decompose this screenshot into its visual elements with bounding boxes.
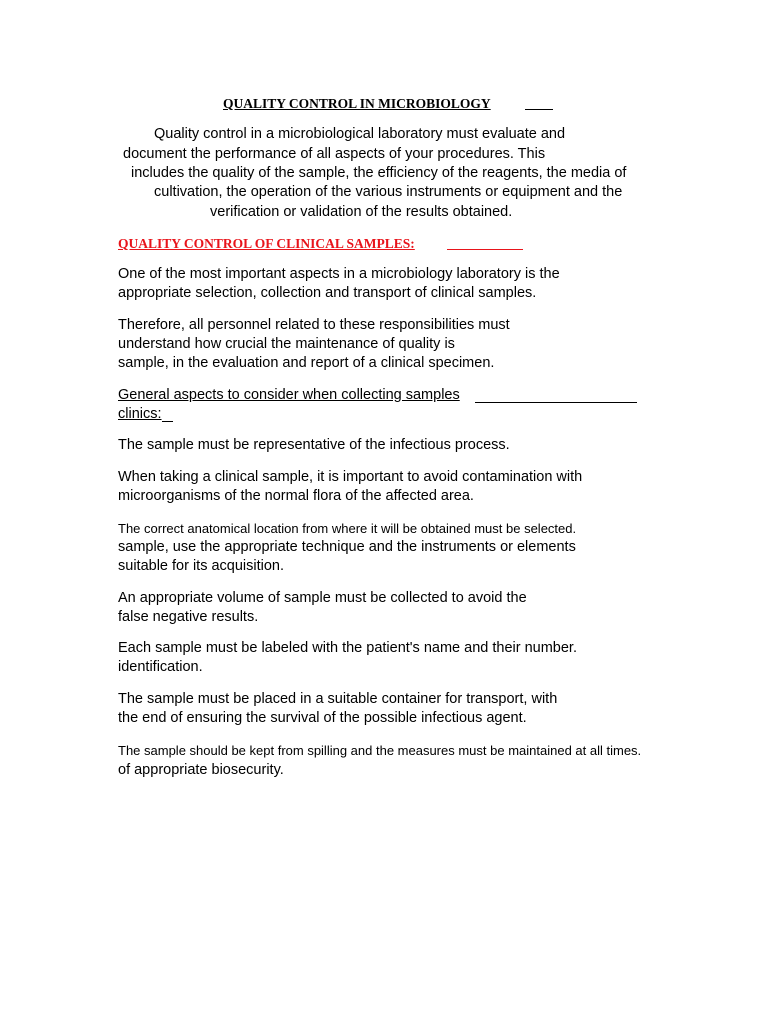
title-underline-tail <box>525 109 553 110</box>
item-1-line-1: The sample must be representative of the infectious process. <box>118 437 510 453</box>
subheading-underline-tail-1 <box>475 402 637 403</box>
paragraph-2-line-2: understand how crucial the maintenance of quality is <box>118 336 455 352</box>
intro-line-1: Quality control in a microbiological laboratory must evaluate and <box>154 126 566 142</box>
subheading-underline-tail-2 <box>162 421 173 422</box>
item-2-line-1: When taking a clinical sample, it is important to avoid contamination with <box>118 469 583 485</box>
item-3-line-3: suitable for its acquisition. <box>118 558 285 574</box>
paragraph-2-line-3: sample, in the evaluation and report of a clinical specimen. <box>118 355 495 371</box>
item-3-line-1: The correct anatomical location from where it will be obtained must be selected. <box>118 521 577 536</box>
section-heading-underline-tail <box>447 249 523 250</box>
section-heading: QUALITY CONTROL OF CLINICAL SAMPLES: <box>118 236 415 251</box>
paragraph-1-line-1: One of the most important aspects in a microbiology laboratory is the <box>118 266 560 282</box>
intro-line-3: includes the quality of the sample, the efficiency of the reagents, the media of <box>131 165 627 181</box>
subheading-line-2: clinics: <box>118 406 162 422</box>
document-title: QUALITY CONTROL IN MICROBIOLOGY <box>223 96 491 111</box>
item-4-line-1: An appropriate volume of sample must be collected to avoid the <box>118 590 527 606</box>
intro-line-4: cultivation, the operation of the various instruments or equipment and the <box>154 184 623 200</box>
item-6-line-1: The sample must be placed in a suitable container for transport, with <box>118 691 558 707</box>
paragraph-2-line-1: Therefore, all personnel related to these responsibilities must <box>118 317 510 333</box>
intro-line-5: verification or validation of the results obtained. <box>210 204 513 220</box>
subheading-line-1: General aspects to consider when collecting samples <box>118 387 460 403</box>
item-4-line-2: false negative results. <box>118 609 259 625</box>
item-3-line-2: sample, use the appropriate technique and the instruments or elements <box>118 539 576 555</box>
item-7-line-1: The sample should be kept from spilling and the measures must be maintained at all times. <box>118 743 642 758</box>
item-5-line-2: identification. <box>118 659 203 675</box>
intro-line-2: document the performance of all aspects of your procedures. This <box>123 146 546 162</box>
item-6-line-2: the end of ensuring the survival of the possible infectious agent. <box>118 710 527 726</box>
item-7-line-2: of appropriate biosecurity. <box>118 762 284 778</box>
item-5-line-1: Each sample must be labeled with the patient's name and their number. <box>118 640 577 656</box>
item-2-line-2: microorganisms of the normal flora of the affected area. <box>118 488 474 504</box>
paragraph-1-line-2: appropriate selection, collection and transport of clinical samples. <box>118 285 537 301</box>
